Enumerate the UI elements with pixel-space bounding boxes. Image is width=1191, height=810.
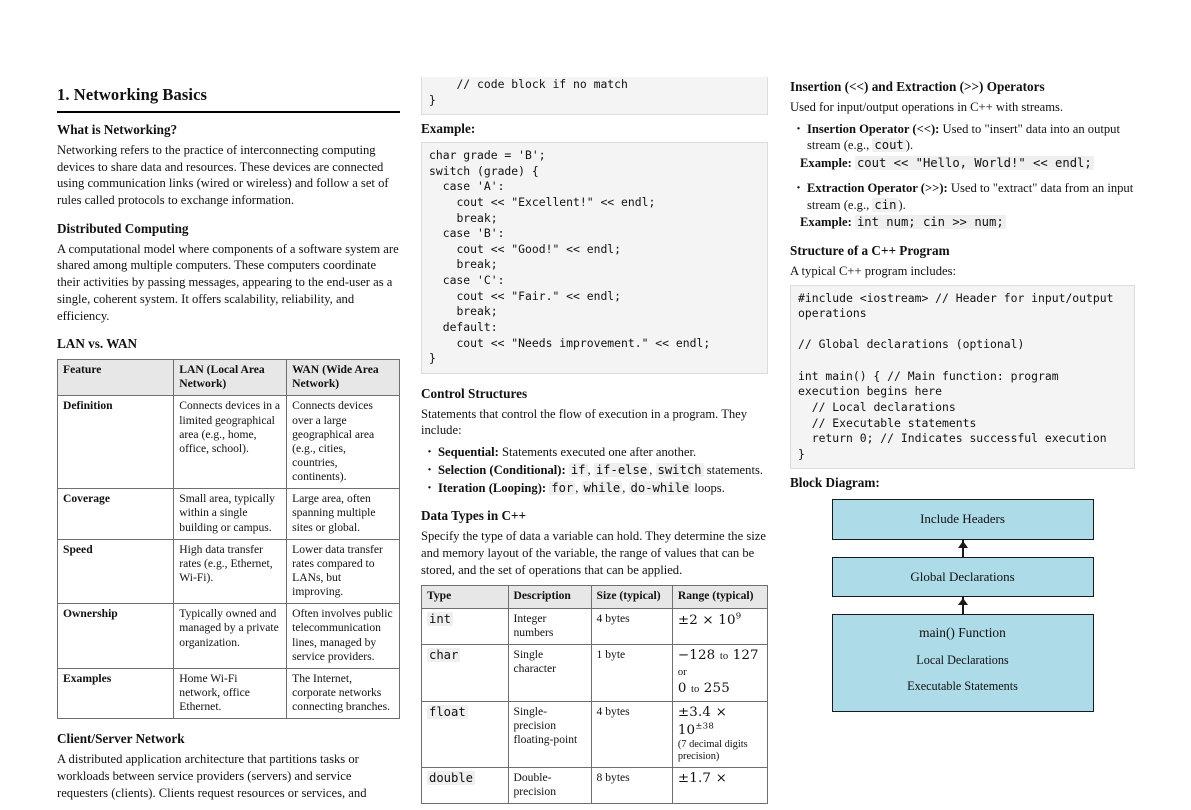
inline-code-if-else: if-else bbox=[595, 462, 648, 477]
cell-wan: Connects devices over a large geographical area (e.g., cities, countries, continents). bbox=[287, 396, 400, 489]
heading-distributed-computing: Distributed Computing bbox=[57, 220, 189, 236]
range-exponent: ±38 bbox=[695, 721, 715, 732]
list-item-selection: · Selection (Conditional): if , if-else , switch statements. bbox=[436, 462, 768, 479]
cell-type bbox=[422, 644, 509, 701]
range-note: (7 decimal digits precision) bbox=[677, 739, 748, 762]
heading-what-is-networking: What is Networking? bbox=[57, 121, 178, 137]
cell-description: Single-precision floating-point bbox=[508, 701, 591, 767]
column-header-size: Size (typical) bbox=[591, 586, 672, 608]
table-data-types bbox=[421, 585, 768, 804]
range-value-max2: 255 bbox=[703, 680, 730, 696]
cell-type bbox=[422, 701, 509, 767]
cell-range bbox=[672, 701, 767, 767]
table-row bbox=[422, 767, 768, 803]
list-item-text: Used to "extract" data from an input stream (e.g., bbox=[807, 180, 1134, 212]
table-row bbox=[58, 396, 400, 489]
list-item-tail: loops. bbox=[694, 480, 725, 495]
cell-type bbox=[422, 608, 509, 644]
range-value-min: −128 bbox=[677, 647, 716, 663]
table-header-row bbox=[422, 586, 768, 608]
diagram-arrow-up-icon bbox=[832, 540, 1094, 557]
list-item-tail: statements. bbox=[706, 462, 763, 477]
paragraph-operators: Used for input/output operations in C++ with streams. bbox=[790, 99, 1064, 114]
diagram-box-include-headers bbox=[832, 499, 1094, 539]
cell-wan: Often involves public telecommunication lines, managed by service providers. bbox=[287, 604, 400, 669]
column-right bbox=[790, 0, 1135, 693]
range-value: ±1.7 × bbox=[677, 770, 728, 786]
cell-size: 1 byte bbox=[591, 644, 672, 701]
cell-description: Integer numbers bbox=[508, 608, 591, 644]
table-header-row bbox=[58, 360, 400, 396]
cell-lan: Home Wi-Fi network, office Ethernet. bbox=[174, 668, 287, 718]
heading-lan-vs-wan: LAN vs. WAN bbox=[57, 336, 137, 352]
range-value: ±3.4 × 10 bbox=[677, 704, 728, 738]
code-block-switch-example: char grade = 'B'; switch (grade) { case 'A': cout << "Excellent!" << endl; break; case 'B': cout << "Good!" << endl; break; case 'C': cout << "Fair." << endl; break; default: cout << "Needs improvement." << endl; } bbox=[421, 142, 768, 374]
table-row bbox=[422, 644, 768, 701]
label-block-diagram: Block Diagram: bbox=[790, 475, 880, 491]
range-value: ±2 × 10 bbox=[677, 613, 736, 629]
cell-lan: Typically owned and managed by a private organization. bbox=[174, 604, 287, 669]
cell-type bbox=[422, 767, 509, 803]
column-header-description: Description bbox=[508, 586, 591, 608]
code-block-switch-default-fragment: // code block if no match } bbox=[421, 77, 768, 115]
list-item-label: Selection (Conditional): bbox=[438, 462, 566, 477]
example-label: Example: bbox=[800, 156, 852, 171]
range-exponent: 9 bbox=[735, 611, 742, 622]
inline-code-cout: cout bbox=[874, 138, 904, 153]
inline-code-switch: switch bbox=[657, 462, 702, 477]
cell-range bbox=[672, 644, 767, 701]
range-value-max: 127 bbox=[732, 647, 759, 663]
list-item-label: Iteration (Looping): bbox=[438, 480, 547, 495]
paragraph-what-is-networking: Networking refers to the practice of interconnecting computing devices to share data and resources. These devices are connected using communication links (wired or wireless) and follow a set of rules called protocols to exchange information. bbox=[57, 142, 389, 208]
inline-code-insertion-example: cout << "Hello, World!" << endl; bbox=[856, 156, 1092, 171]
column-header-lan: LAN (Local Area Network) bbox=[174, 360, 287, 396]
label-example-switch: Example: bbox=[421, 121, 476, 137]
diagram-box-global-declarations bbox=[832, 557, 1094, 597]
paragraph-structure: A typical C++ program includes: bbox=[790, 263, 956, 278]
list-item-iteration: · Iteration (Looping): for , while , do-while loops. bbox=[436, 480, 768, 497]
column-header-range: Range (typical) bbox=[672, 586, 767, 608]
inline-code-extraction-example: int num; cin >> num; bbox=[856, 215, 1004, 230]
paragraph-control-structures: Statements that control the flow of execution in a program. They include: bbox=[421, 406, 748, 438]
heading-client-server-network: Client/Server Network bbox=[57, 731, 185, 747]
diagram-box-line-local-declarations: Local Declarations bbox=[916, 652, 1009, 667]
inline-code-type-float: float bbox=[429, 704, 466, 719]
cell-feature: Ownership bbox=[58, 604, 174, 669]
cell-lan: Small area, typically within a single building or campus. bbox=[174, 489, 287, 539]
column-left bbox=[57, 0, 400, 800]
column-header-type: Type bbox=[422, 586, 509, 608]
list-item-label: Extraction Operator (>>): bbox=[807, 180, 948, 195]
example-line-insertion bbox=[800, 155, 1135, 172]
inline-code-while: while bbox=[583, 480, 621, 495]
inline-code-cin: cin bbox=[874, 197, 897, 212]
inline-code-if: if bbox=[570, 462, 586, 477]
cell-size: 4 bytes bbox=[591, 608, 672, 644]
arrow-head bbox=[958, 598, 968, 605]
list-operators bbox=[790, 121, 1135, 231]
page-title: 1. Networking Basics bbox=[57, 86, 400, 113]
cell-description: Double-precision bbox=[508, 767, 591, 803]
range-or: or bbox=[677, 667, 687, 679]
range-sep: to bbox=[719, 650, 729, 662]
table-row bbox=[422, 608, 768, 644]
table-row bbox=[58, 539, 400, 604]
inline-code-do-while: do-while bbox=[630, 480, 690, 495]
example-line-extraction bbox=[800, 214, 1135, 231]
cell-feature: Coverage bbox=[58, 489, 174, 539]
range-value-min2: 0 bbox=[677, 680, 687, 696]
cell-range bbox=[672, 608, 767, 644]
cell-range bbox=[672, 767, 767, 803]
cell-wan: Large area, often spanning multiple sites or global. bbox=[287, 489, 400, 539]
example-label: Example: bbox=[800, 215, 852, 230]
cell-wan: The Internet, corporate networks connecting branches. bbox=[287, 668, 400, 718]
list-item-sequential bbox=[436, 444, 768, 461]
inline-code-for: for bbox=[551, 480, 574, 495]
diagram-box-title: Include Headers bbox=[920, 511, 1005, 527]
column-header-wan: WAN (Wide Area Network) bbox=[287, 360, 400, 396]
cell-feature: Examples bbox=[58, 668, 174, 718]
cell-feature: Speed bbox=[58, 539, 174, 604]
inline-code-type-char: char bbox=[429, 647, 459, 662]
paragraph-data-types: Specify the type of data a variable can hold. They determine the size and memory layout of the variable, the range of values that can be stored, and the set of operations that can be applied. bbox=[421, 529, 766, 577]
heading-insertion-extraction-operators: Insertion (<<) and Extraction (>>) Operators bbox=[790, 79, 1045, 94]
paragraph-distributed-computing: A computational model where components of a software system are shared among multiple computers. These computers coordinate their activities by passing messages, appearing to the end-user as a single, coherent system. It offers scalability, reliability, and efficiency. bbox=[57, 241, 399, 323]
cell-feature: Definition bbox=[58, 396, 174, 489]
paragraph-client-server-network: A distributed application architecture that partitions tasks or workloads between service providers (servers) and service requesters (clients). Clients request resources or services, and bbox=[57, 752, 367, 800]
list-item-label: Insertion Operator (<<): bbox=[807, 121, 940, 136]
list-item-text: Statements executed one after another. bbox=[502, 445, 697, 460]
table-row bbox=[58, 489, 400, 539]
heading-data-types: Data Types in C++ bbox=[421, 508, 527, 524]
heading-structure-of-cpp-program: Structure of a C++ Program bbox=[790, 242, 950, 258]
heading-control-structures: Control Structures bbox=[421, 385, 528, 401]
arrow-head bbox=[958, 541, 968, 548]
list-item-text-after: ). bbox=[898, 197, 906, 212]
cell-size: 8 bytes bbox=[591, 767, 672, 803]
table-row bbox=[58, 604, 400, 669]
table-row bbox=[422, 701, 768, 767]
cell-description: Single character bbox=[508, 644, 591, 701]
diagram-box-main-function bbox=[832, 614, 1094, 712]
column-header-feature: Feature bbox=[58, 360, 174, 396]
table-row bbox=[58, 668, 400, 718]
inline-code-type-int: int bbox=[429, 611, 452, 626]
diagram-arrow-up-icon bbox=[832, 597, 1094, 614]
list-item-label: Sequential: bbox=[438, 445, 499, 460]
list-control-structures bbox=[421, 444, 768, 496]
cell-lan: High data transfer rates (e.g., Ethernet, Wi-Fi). bbox=[174, 539, 287, 604]
list-item-text-after: ). bbox=[905, 138, 914, 153]
cell-size: 4 bytes bbox=[591, 701, 672, 767]
cell-lan: Connects devices in a limited geographical area (e.g., home, office, school). bbox=[174, 396, 287, 489]
list-item-extraction-operator bbox=[800, 180, 1135, 231]
code-block-cpp-structure: #include <iostream> // Header for input/output operations // Global declarations (optional) int main() { // Main function: program execution begins here // Local declarations // Executable statements return 0; // Indicates successful execution } bbox=[790, 285, 1135, 470]
range-sep2: to bbox=[691, 683, 700, 695]
diagram-box-line-executable-statements: Executable Statements bbox=[907, 678, 1018, 693]
block-diagram bbox=[790, 499, 1135, 712]
diagram-box-title: Global Declarations bbox=[910, 568, 1015, 584]
list-item-insertion-operator bbox=[800, 121, 1135, 172]
cell-wan: Lower data transfer rates compared to LANs, but improving. bbox=[287, 539, 400, 604]
list-item-text: Used to "insert" data into an output stream (e.g., bbox=[807, 121, 1120, 153]
inline-code-type-double: double bbox=[429, 770, 474, 785]
table-lan-vs-wan bbox=[57, 359, 400, 719]
diagram-box-title: main() Function bbox=[919, 624, 1006, 640]
